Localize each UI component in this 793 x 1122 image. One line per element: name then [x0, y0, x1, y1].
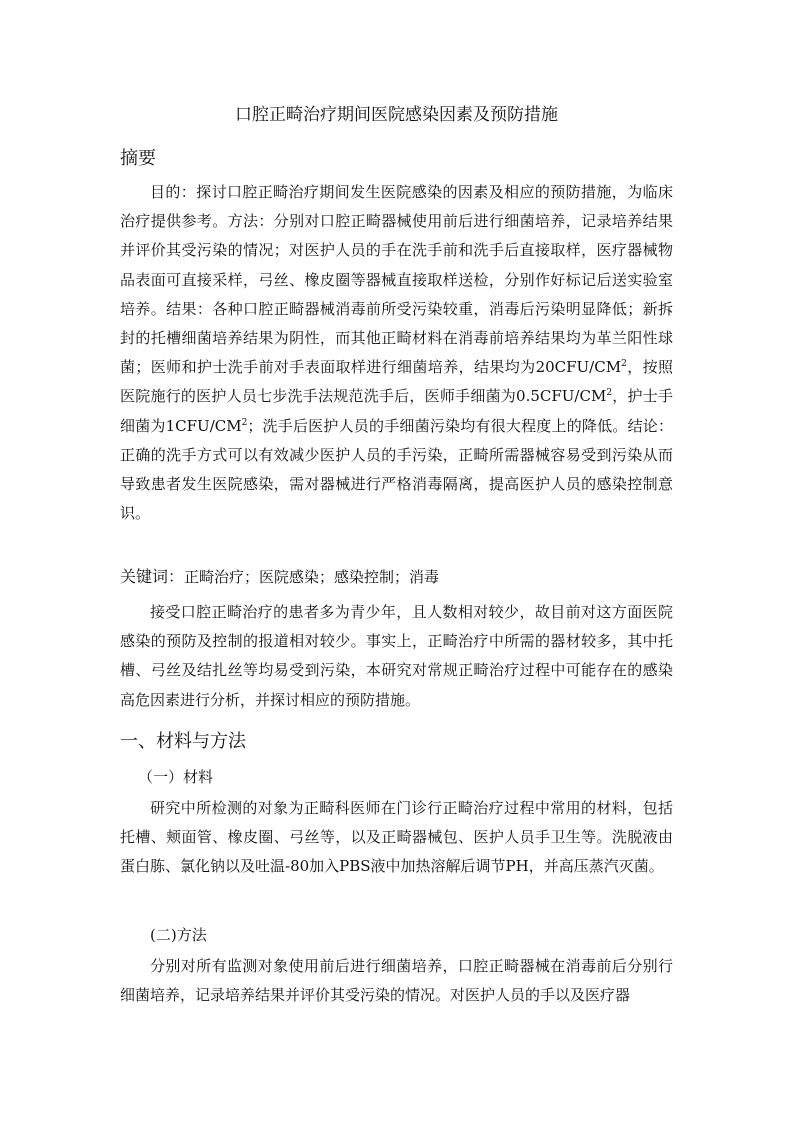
abstract-text-1: 目的：探讨口腔正畸治疗期间发生医院感染的因素及相应的预防措施，为临床治疗提供参考。方法：分别对口腔正畸器械使用前后进行细菌培养，记录培养结果并评价其受污染的情况；对医护人员的手在洗手前和洗手后直接取样，医疗器械物品表面可直接采样，弓丝、橡皮圈等器械直接取样送检，分别作好标记后送实验室培养。结果：各种口腔正畸器械消毒前所受污染较重，消毒后污染明显降低；新拆封的托槽细菌培养结果为阴性，而其他正畸材料在消毒前培养结果均为革兰阳性球菌；医师和护士洗手前对手表面取样进行细菌培养，结果均为20CFU/CM: [120, 183, 673, 377]
superscript-2: 2: [606, 388, 613, 399]
keywords-line: [120, 565, 439, 589]
subheading-materials: （一）材料: [138, 768, 214, 786]
section-heading-materials-methods: 一、材料与方法: [120, 731, 246, 752]
keywords-label: 关键词：: [120, 567, 185, 586]
abstract-text-3: ，护士手细菌为1CFU/CM: [120, 387, 673, 435]
paper-title: 口腔正畸治疗期间医院感染因素及预防措施: [235, 105, 558, 125]
abstract-heading: 摘要: [120, 148, 156, 169]
abstract-text-4: ；洗手后医护人员的手细菌污染均有很大程度上的降低。结论：正确的洗手方式可以有效减少医护人员的手污染，正畸所需器械容易受到污染从而导致患者发生医院感染，需对器械进行严格消毒隔离，提高医护人员的感染控制意识。: [120, 416, 673, 523]
methods-paragraph: 分别对所有监测对象使用前后进行细菌培养，口腔正畸器械在消毒前后分别行细菌培养，记录培养结果并评价其受污染的情况。对医护人员的手以及医疗器: [120, 957, 673, 1005]
materials-paragraph: 研究中所检测的对象为正畸科医师在门诊行正畸治疗过程中常用的材料，包括托槽、颊面管、橡皮圈、弓丝等，以及正畸器械包、医护人员手卫生等。洗脱液由蛋白胨、氯化钠以及吐温-80加入PBS液中加热溶解后调节PH，并高压蒸汽灭菌。: [120, 799, 673, 876]
superscript-3: 2: [241, 417, 248, 428]
abstract-text-2: ，按照医院施行的医护人员七步洗手法规范洗手后，医师手细菌为0.5CFU/CM: [120, 358, 673, 406]
keywords-text: 正畸治疗；医院感染；感染控制；消毒: [184, 568, 440, 586]
superscript-1: 2: [621, 359, 627, 370]
subheading-methods: (二)方法: [150, 926, 207, 944]
intro-paragraph: 接受口腔正畸治疗的患者多为青少年，且人数相对较少，故目前对这方面医院感染的预防及控制的报道相对较少。事实上，正畸治疗中所需的器材较多，其中托槽、弓丝及结扎丝等均易受到污染，本研究对常规正畸治疗过程中可能存在的感染高危因素进行分析，并探讨相应的预防措施。: [120, 603, 673, 709]
abstract-paragraph: [120, 178, 673, 528]
